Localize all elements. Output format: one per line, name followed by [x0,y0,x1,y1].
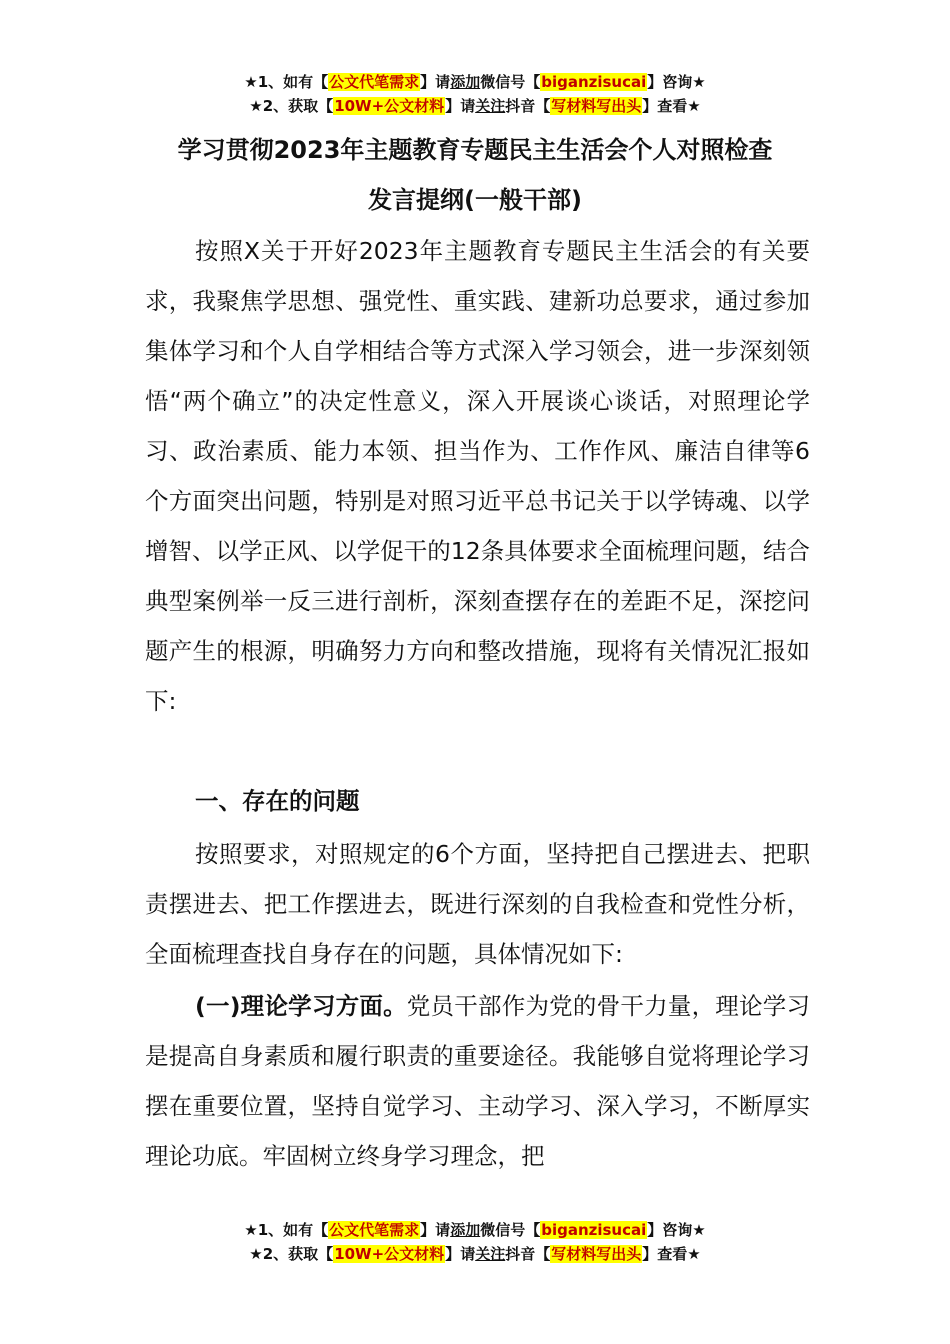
banner-line-1: ★1、如有【公文代笔需求】请添加微信号【biganzisucai】咨询★ [244,73,706,91]
banner-highlight-douyin: 写材料写出头 [551,1245,642,1263]
banner-highlight: 公文代笔需求 [329,1221,420,1239]
banner-highlight: 10W+公文材料 [334,97,445,115]
banner-line-1: ★1、如有【公文代笔需求】请添加微信号【biganzisucai】咨询★ [244,1221,706,1239]
banner-line-2: ★2、获取【10W+公文材料】请关注抖音【写材料写出头】查看★ [249,1245,701,1263]
section-paragraph: 按照要求，对照规定的6个方面，坚持把自己摆进去、把职责摆进去、把工作摆进去，既进行深刻的自我检查和党性分析，全面梳理查找自身存在的问题，具体情况如下: [145,840,810,968]
banner-highlight-wechat: biganzisucai [541,73,647,91]
section-heading: 一、存在的问题 [195,787,360,815]
item-label: (一)理论学习方面。 [195,992,407,1020]
banner-line-2: ★2、获取【10W+公文材料】请关注抖音【写材料写出头】查看★ [249,97,701,115]
banner-highlight: 公文代笔需求 [329,73,420,91]
banner-highlight: 10W+公文材料 [334,1245,445,1263]
intro-paragraph: 按照X关于开好2023年主题教育专题民主生活会的有关要求，我聚焦学思想、强党性、重实践、建新功总要求，通过参加集体学习和个人自学相结合等方式深入学习领会，进一步深刻领悟“两个确立”的决定性意义，深入开展谈心谈话，对照理论学习、政治素质、能力本领、担当作为、工作作风、廉洁自律等6个方面突出问题，特别是对照习近平总书记关于以学铸魂、以学增智、以学正风、以学促干的12条具体要求全面梳理问题，结合典型案例举一反三进行剖析，深刻查摆存在的差距不足，深挖问题产生的根源，明确努力方向和整改措施，现将有关情况汇报如下: [145,237,810,715]
item-text: 党员干部作为党的骨干力量，理论学习是提高自身素质和履行职责的重要途径。我能够自觉将理论学习摆在重要位置，坚持自觉学习、主动学习、深入学习，不断厚实理论功底。牢固树立终身学习理念，把 [145,992,810,1170]
banner-highlight-douyin: 写材料写出头 [551,97,642,115]
document-title-line-2: 发言提纲(一般干部) [368,186,582,214]
banner-highlight-wechat: biganzisucai [541,1221,647,1239]
theory-study-paragraph [145,981,810,1181]
document-title-line-1: 学习贯彻2023年主题教育专题民主生活会个人对照检查 [177,136,773,164]
header-banner [0,70,950,118]
footer-banner [0,1218,950,1266]
